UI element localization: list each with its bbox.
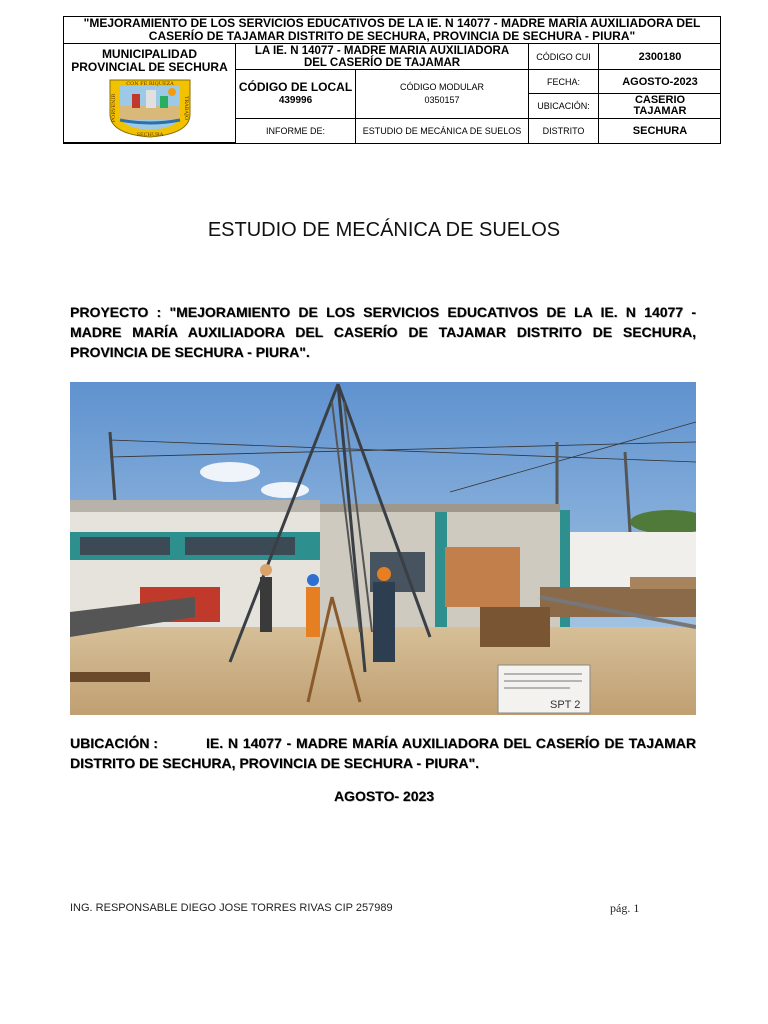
local-code-value: 439996 — [278, 95, 313, 106]
ubicacion-value — [599, 94, 721, 119]
page-number: pág. 1 — [610, 901, 640, 915]
logo-text-left: PORVENIR — [110, 93, 117, 123]
fecha-label: FECHA: — [529, 70, 599, 94]
location-label: UBICACIÓN : — [70, 735, 158, 751]
header-title-line2: CASERÍO DE TAJAMAR DISTRITO DE SECHURA, PROVINCIA DE SECHURA - PIURA" — [148, 29, 636, 43]
header-title-line1: "MEJORAMIENTO DE LOS SERVICIOS EDUCATIVOS DE LA IE. N 14077 - MADRE MARÍA AUXILIADORA DEL — [83, 16, 701, 30]
header-project-title — [64, 17, 720, 44]
photo-sign-text: SPT 2 — [550, 699, 581, 711]
ubicacion-label: UBICACIÓN: — [529, 94, 599, 119]
municipality-cell — [64, 44, 236, 143]
site-photo — [70, 382, 696, 715]
ubicacion-value-line1: CASERIO — [634, 94, 686, 106]
location-text: IE. N 14077 - MADRE MARÍA AUXILIADORA DEL CASERÍO DE TAJAMAR DISTRITO DE SECHURA, PROVINCIA DE SECHURA - PIURA". — [70, 735, 696, 771]
ubicacion-value-line2: TAJAMAR — [633, 105, 687, 117]
modular-code-label: CÓDIGO MODULAR — [399, 82, 484, 92]
municipality-name-line2: PROVINCIAL DE SECHURA — [71, 60, 228, 74]
document-date: AGOSTO- 2023 — [333, 788, 435, 804]
project-paragraph: PROYECTO : "MEJORAMIENTO DE LOS SERVICIOS EDUCATIVOS DE LA IE. N 14077 - MADRE MARÍA AUXILIADORA DEL CASERÍO DE TAJAMAR DISTRITO DE SECHURA, PROVINCIA DE SECHURA - PIURA". — [70, 304, 696, 360]
modular-code-cell — [356, 70, 529, 119]
document-title: ESTUDIO DE MECÁNICA DE SUELOS — [207, 219, 561, 241]
location-paragraph — [70, 733, 696, 773]
document-header — [63, 16, 721, 144]
distrito-label: DISTRITO — [529, 119, 599, 143]
municipality-logo — [102, 76, 198, 138]
distrito-value: SECHURA — [632, 125, 688, 137]
cui-value: 2300180 — [599, 44, 721, 70]
informe-label: INFORME DE: — [236, 119, 356, 143]
cui-label: CÓDIGO CUI — [529, 44, 599, 70]
logo-text-top: CON FE RIQUEZA — [125, 81, 174, 87]
modular-code-value: 0350157 — [424, 95, 460, 105]
municipality-name-line1: MUNICIPALIDAD — [101, 47, 198, 61]
local-code-cell — [236, 70, 356, 119]
logo-text-bottom: SECHURA — [136, 132, 163, 138]
fecha-value: AGOSTO-2023 — [599, 70, 721, 94]
footer-responsible: ING. RESPONSABLE DIEGO JOSE TORRES RIVAS CIP 257989 — [70, 902, 393, 914]
school-name-line2: DEL CASERÍO DE TAJAMAR — [303, 56, 461, 69]
informe-value: ESTUDIO DE MECÁNICA DE SUELOS — [356, 119, 529, 143]
local-code-label: CÓDIGO DE LOCAL — [238, 80, 353, 94]
logo-text-right: TRABAJO — [182, 95, 189, 121]
school-name-line1: LA IE. N 14077 - MADRE MARIA AUXILIADORA — [254, 44, 510, 57]
school-name-cell — [236, 44, 529, 70]
